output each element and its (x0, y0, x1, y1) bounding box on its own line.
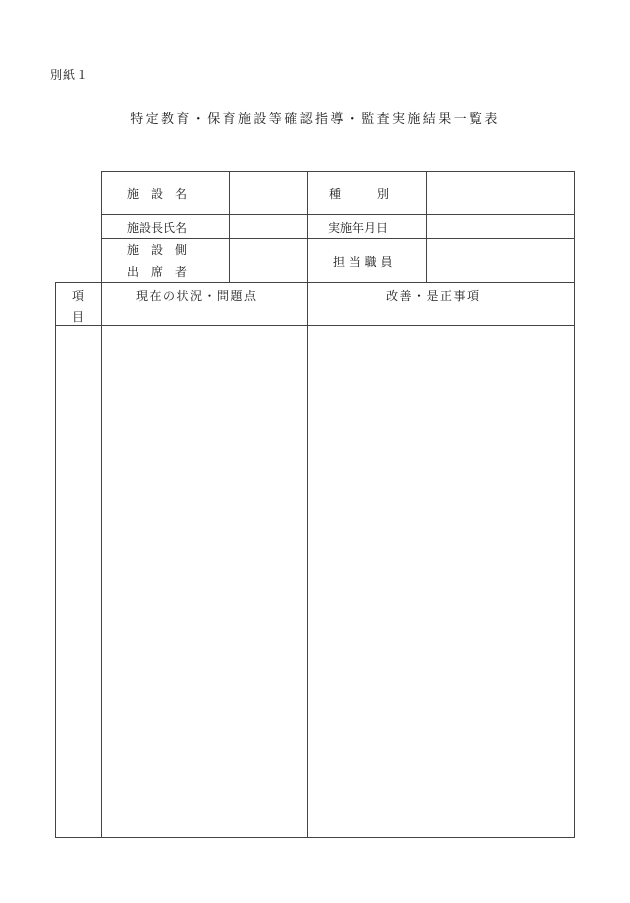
improvements-body[interactable] (311, 330, 571, 830)
table-border-bottom (55, 837, 575, 838)
staff-label: 担 当 職 員 (333, 255, 393, 269)
director-name-label: 施設長氏名 (127, 221, 188, 235)
row-divider (101, 214, 575, 215)
attendees-label-line1: 施 設 側 (127, 243, 188, 257)
column-divider (101, 171, 102, 838)
status-issues-column-header: 現在の状況・問題点 (136, 289, 258, 303)
column-divider (229, 171, 230, 282)
table-border-right (574, 171, 575, 838)
attendees-label-line2: 出 席 者 (127, 265, 188, 279)
date-label: 実施年月日 (328, 221, 389, 235)
improvements-column-header: 改善・是正事項 (386, 289, 481, 303)
item-column-body[interactable] (58, 330, 98, 830)
item-column-header-line1: 項 (72, 289, 85, 303)
column-divider (307, 171, 308, 838)
item-column-header-line2: 目 (72, 310, 85, 324)
row-divider (55, 282, 575, 283)
facility-name-label: 施 設 名 (127, 187, 188, 201)
status-issues-body[interactable] (105, 330, 303, 830)
row-divider (55, 325, 575, 326)
row-divider (101, 238, 575, 239)
column-divider (426, 171, 427, 282)
table-border-left (55, 282, 56, 838)
type-label: 種 別 (329, 187, 390, 201)
table-border-top (101, 171, 575, 172)
annex-label: 別紙１ (50, 68, 90, 82)
document-title: 特定教育・保育施設等確認指導・監査実施結果一覧表 (130, 112, 500, 127)
